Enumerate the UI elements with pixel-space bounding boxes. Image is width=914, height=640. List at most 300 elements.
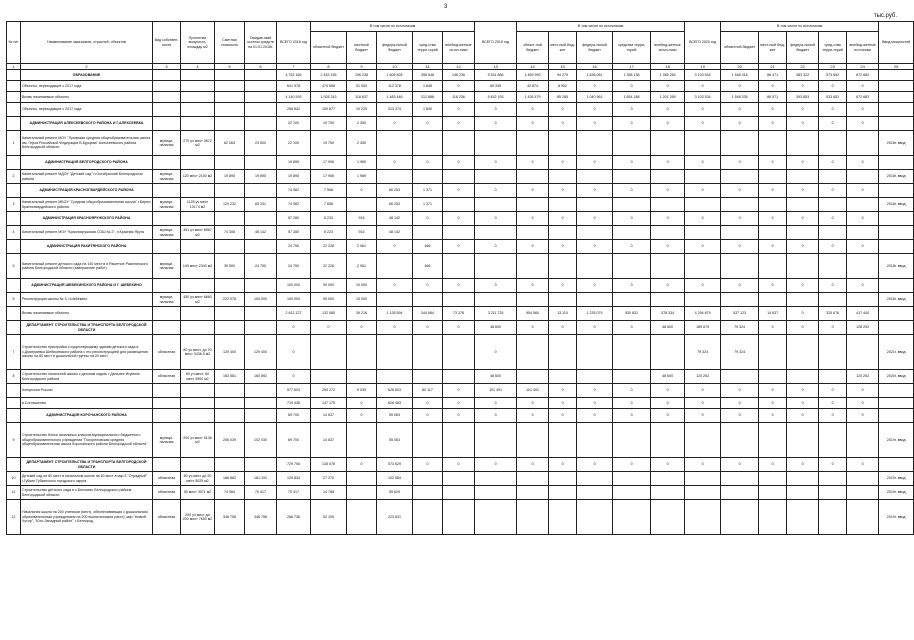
- row-number: [7, 409, 21, 423]
- value-cell: 0: [577, 81, 613, 92]
- capacity-cell: [181, 240, 215, 254]
- ownership-cell: [153, 384, 181, 398]
- group-header-2019: В том числе по источникам: [517, 22, 685, 32]
- value-cell: [721, 254, 759, 279]
- value-cell: 57 280: [277, 212, 311, 226]
- value-cell: 0: [651, 184, 685, 198]
- value-cell: 0: [721, 103, 759, 117]
- object-row: [7, 131, 914, 156]
- row-name: Строительство пристройки к существующему зданию детского сада в с.Дмитриевка Шебекинского района с его реконструкцией для размещения школы на 80 мест и дошкольной группы на 20 мест: [21, 335, 153, 370]
- value-cell: 0: [651, 117, 685, 131]
- commissioning-cell: 2018г. ввод: [879, 293, 914, 307]
- value-cell: [787, 472, 819, 486]
- commissioning-cell: 2019г. ввод: [879, 500, 914, 535]
- col-number: 24: [847, 64, 879, 70]
- estimated-cost-cell: [215, 156, 245, 170]
- ownership-cell: [153, 307, 181, 321]
- value-cell: 1 840: [413, 103, 443, 117]
- value-cell: 109 877: [311, 103, 347, 117]
- value-cell: 147 175: [311, 398, 347, 409]
- value-cell: 266 736: [277, 500, 311, 535]
- estimated-cost-cell: [215, 81, 245, 92]
- value-cell: [443, 472, 475, 486]
- value-cell: 0: [549, 184, 577, 198]
- value-cell: 0: [759, 398, 787, 409]
- value-cell: 0: [377, 117, 413, 131]
- value-cell: 0: [517, 240, 549, 254]
- value-cell: 0: [577, 240, 613, 254]
- value-cell: [613, 472, 651, 486]
- value-cell: 0: [475, 156, 517, 170]
- investment-table: [6, 21, 914, 535]
- value-cell: 0: [549, 279, 577, 293]
- value-cell: 0: [819, 103, 847, 117]
- value-cell: [759, 254, 787, 279]
- capacity-cell: 1125 уч.мест 10174 м2: [181, 198, 215, 212]
- value-cell: 641 578: [277, 81, 311, 92]
- value-cell: 0: [413, 117, 443, 131]
- value-cell: [613, 170, 651, 184]
- value-cell: [847, 500, 879, 535]
- value-cell: 573 629: [377, 458, 413, 472]
- value-cell: 52 105: [311, 500, 347, 535]
- col-header: област-ной бюджет: [517, 32, 549, 64]
- row-number: 5: [7, 254, 21, 279]
- group-header-2020: В том числе по источникам: [721, 22, 879, 32]
- ownership-cell: муници-пальная: [153, 131, 181, 156]
- col-number: 21: [759, 64, 787, 70]
- ownership-cell: муници-пальная: [153, 254, 181, 279]
- value-cell: 3 211 725: [475, 307, 517, 321]
- row-name: Вновь начинаемые объекты: [21, 307, 153, 321]
- remainder-cell: [245, 156, 277, 170]
- value-cell: 0: [347, 321, 377, 335]
- value-cell: 474 558: [311, 81, 347, 92]
- value-cell: 118 637: [347, 92, 377, 103]
- col-number: 17: [613, 64, 651, 70]
- value-cell: 0: [577, 384, 613, 398]
- value-cell: 0: [721, 240, 759, 254]
- col-number: 20: [721, 64, 759, 70]
- section-row: [7, 409, 914, 423]
- commissioning-cell: [879, 103, 914, 117]
- ownership-cell: областная: [153, 486, 181, 500]
- value-cell: [651, 472, 685, 486]
- remainder-cell: 70 417: [245, 486, 277, 500]
- row-number: [7, 458, 21, 472]
- value-cell: 393 853: [787, 92, 819, 103]
- value-cell: [577, 472, 613, 486]
- value-cell: 0: [549, 240, 577, 254]
- value-cell: 0: [651, 409, 685, 423]
- estimated-cost-cell: 35 500: [215, 254, 245, 279]
- value-cell: 0: [759, 156, 787, 170]
- value-cell: [819, 423, 847, 458]
- value-cell: [721, 423, 759, 458]
- value-cell: [685, 486, 721, 500]
- value-cell: [443, 500, 475, 535]
- value-cell: 112 378: [377, 81, 413, 92]
- value-cell: 1 128 594: [377, 307, 413, 321]
- estimated-cost-cell: 129 400: [215, 335, 245, 370]
- ownership-cell: [153, 409, 181, 423]
- value-cell: [721, 131, 759, 156]
- value-cell: 0: [787, 81, 819, 92]
- value-cell: [721, 293, 759, 307]
- commissioning-cell: [879, 409, 914, 423]
- commissioning-cell: 2019г. ввод: [879, 423, 914, 458]
- value-cell: 69 700: [277, 423, 311, 458]
- value-cell: 0: [685, 279, 721, 293]
- col-number: 3: [153, 64, 181, 70]
- row-name: АДМИНИСТРАЦИЯ БЕЛГОРОДСКОГО РАЙОНА: [21, 156, 153, 170]
- ownership-cell: [153, 398, 181, 409]
- value-cell: 0: [443, 409, 475, 423]
- value-cell: 0: [577, 184, 613, 198]
- value-cell: 79 324: [685, 335, 721, 370]
- row-number: 1: [7, 131, 21, 156]
- value-cell: 0: [475, 212, 517, 226]
- value-cell: [847, 131, 879, 156]
- value-cell: 5 233: [311, 212, 347, 226]
- value-cell: 22 228: [311, 240, 347, 254]
- col-header: ВСЕГО 2019 год: [475, 22, 517, 64]
- value-cell: 101 491: [475, 384, 517, 398]
- value-cell: [549, 226, 577, 240]
- value-cell: 102 564: [377, 472, 413, 486]
- commissioning-cell: 2018г. ввод: [879, 254, 914, 279]
- value-cell: [475, 293, 517, 307]
- col-number: 2: [21, 64, 153, 70]
- capacity-cell: [181, 279, 215, 293]
- value-cell: [787, 423, 819, 458]
- value-cell: [759, 423, 787, 458]
- row-number: [7, 70, 21, 81]
- value-cell: [819, 370, 847, 384]
- capacity-cell: [181, 409, 215, 423]
- col-number: 4: [181, 64, 215, 70]
- group-header-2018: В том числе по источникам: [311, 22, 475, 32]
- value-cell: 0: [847, 279, 879, 293]
- object-row: [7, 370, 914, 384]
- estimated-cost-cell: 62 063: [215, 131, 245, 156]
- value-cell: 0: [651, 279, 685, 293]
- estimated-cost-cell: [215, 92, 245, 103]
- estimated-cost-cell: [215, 458, 245, 472]
- value-cell: 0: [549, 103, 577, 117]
- value-cell: 146 236: [443, 70, 475, 81]
- col-number: 18: [651, 64, 685, 70]
- value-cell: [721, 226, 759, 240]
- value-cell: 0: [517, 212, 549, 226]
- value-cell: 0: [443, 398, 475, 409]
- row-name: АДМИНИСТРАЦИЯ КРАСНОГВАРДЕЙСКОГО РАЙОНА: [21, 184, 153, 198]
- value-cell: 7 566: [311, 184, 347, 198]
- value-cell: 0: [347, 398, 377, 409]
- value-cell: [847, 198, 879, 212]
- capacity-cell: 200 уч.мест 5136 м2: [181, 423, 215, 458]
- value-cell: 0: [347, 458, 377, 472]
- value-cell: [651, 486, 685, 500]
- commissioning-cell: 2020г. ввод: [879, 370, 914, 384]
- value-cell: 42 874: [517, 81, 549, 92]
- row-number: [7, 279, 21, 293]
- col-header: областной бюджет: [311, 32, 347, 64]
- object-row: [7, 170, 914, 184]
- remainder-cell: 160 892: [245, 370, 277, 384]
- value-cell: 0: [613, 81, 651, 92]
- capacity-cell: 80 уч.мест, до 20 мест 3436,5 м2: [181, 335, 215, 370]
- row-name: АДМИНИСТРАЦИЯ РАКИТЯНСКОГО РАЙОНА: [21, 240, 153, 254]
- value-cell: 22 100: [277, 131, 311, 156]
- value-cell: 0: [517, 279, 549, 293]
- row-number: 6: [7, 293, 21, 307]
- value-cell: [549, 170, 577, 184]
- summary-row: [7, 81, 914, 92]
- value-cell: 66 253: [377, 198, 413, 212]
- value-cell: 0: [613, 409, 651, 423]
- value-cell: 0: [819, 384, 847, 398]
- value-cell: 0: [787, 156, 819, 170]
- commissioning-cell: [879, 398, 914, 409]
- remainder-cell: [245, 81, 277, 92]
- value-cell: 17 906: [311, 170, 347, 184]
- value-cell: [787, 170, 819, 184]
- value-cell: 0: [819, 212, 847, 226]
- value-cell: [443, 370, 475, 384]
- value-cell: 1 040 961: [577, 92, 613, 103]
- object-row: [7, 198, 914, 212]
- value-cell: [517, 335, 549, 370]
- value-cell: 325 676: [819, 307, 847, 321]
- remainder-cell: 48 142: [245, 226, 277, 240]
- row-name: АДМИНИСТРАЦИЯ ШЕБЕКИНСКОГО РАЙОНА И Г. ШЕБЕКИНО: [21, 279, 153, 293]
- commissioning-cell: [879, 92, 914, 103]
- estimated-cost-cell: 346 756: [215, 500, 245, 535]
- row-number: [7, 240, 21, 254]
- value-cell: 3 103 534: [685, 92, 721, 103]
- value-cell: 0: [443, 156, 475, 170]
- value-cell: 14 637: [311, 409, 347, 423]
- value-cell: 1 371: [413, 198, 443, 212]
- value-cell: 0: [651, 384, 685, 398]
- estimated-cost-cell: 206 039: [215, 423, 245, 458]
- row-number: 11: [7, 486, 21, 500]
- value-cell: 74 982: [277, 198, 311, 212]
- col-header: Наименование заказчиков, отраслей, объектов: [21, 22, 153, 64]
- section-row: [7, 240, 914, 254]
- col-number: 19: [685, 64, 721, 70]
- row-number: [7, 103, 21, 117]
- value-cell: [443, 293, 475, 307]
- value-cell: [759, 131, 787, 156]
- row-name: в Соглашения: [21, 398, 153, 409]
- summary-row: [7, 92, 914, 103]
- value-cell: 0: [787, 307, 819, 321]
- estimated-cost-cell: [215, 240, 245, 254]
- ownership-cell: [153, 321, 181, 335]
- value-cell: 0: [475, 279, 517, 293]
- value-cell: 55 063: [377, 423, 413, 458]
- row-number: [7, 92, 21, 103]
- value-cell: 2 613 127: [277, 307, 311, 321]
- value-cell: 0: [613, 117, 651, 131]
- value-cell: 79 324: [721, 321, 759, 335]
- row-number: [7, 398, 21, 409]
- value-cell: [377, 335, 413, 370]
- capacity-cell: [181, 103, 215, 117]
- capacity-cell: 140 мест 2340 м2: [181, 254, 215, 279]
- row-name: ДЕПАРТАМЕНТ СТРОИТЕЛЬСТВА И ТРАНСПОРТА БЕЛГОРОДСКОЙ ОБЛАСТИ: [21, 458, 153, 472]
- value-cell: 0: [685, 156, 721, 170]
- row-number: 8: [7, 370, 21, 384]
- remainder-cell: 346 756: [245, 500, 277, 535]
- value-cell: 378 334: [651, 307, 685, 321]
- value-cell: [787, 293, 819, 307]
- value-cell: [759, 226, 787, 240]
- value-cell: [759, 472, 787, 486]
- capacity-cell: [181, 81, 215, 92]
- value-cell: 915: [347, 226, 377, 240]
- row-name: Капитальный ремонт МОУ "Луговская средняя общеобразовательная школа им. Героя Российской Федерации В.Бурцева" Алексеевского района Белгородской области: [21, 131, 153, 156]
- value-cell: 0: [819, 409, 847, 423]
- value-cell: 55 629: [377, 486, 413, 500]
- value-cell: 48 600: [475, 370, 517, 384]
- capacity-cell: [181, 398, 215, 409]
- value-cell: 0: [549, 321, 577, 335]
- col-header: Проектная мощность, площадь м2: [181, 22, 215, 64]
- value-cell: 1 636 061: [577, 70, 613, 81]
- value-cell: [787, 131, 819, 156]
- col-number: 8: [311, 64, 347, 70]
- commissioning-cell: [879, 384, 914, 398]
- value-cell: 0: [443, 103, 475, 117]
- value-cell: 0: [759, 409, 787, 423]
- value-cell: [475, 423, 517, 458]
- ownership-cell: [153, 279, 181, 293]
- value-cell: 0: [613, 398, 651, 409]
- ownership-cell: областная: [153, 335, 181, 370]
- summary-row: [7, 307, 914, 321]
- ownership-cell: муници-пальная: [153, 293, 181, 307]
- value-cell: [787, 198, 819, 212]
- section-row: [7, 279, 914, 293]
- value-cell: 7 658: [311, 198, 347, 212]
- value-cell: 189 679: [685, 321, 721, 335]
- col-number: 9: [347, 64, 377, 70]
- row-name: Строительство блока начальных классов муниципального бюджетного общеобразовательного учреждения "Погореловская средняя общеобразовательная школа Корочанского района Белгородской области": [21, 423, 153, 458]
- capacity-cell: [181, 92, 215, 103]
- estimated-cost-cell: [215, 321, 245, 335]
- value-cell: [819, 472, 847, 486]
- value-cell: 0: [277, 335, 311, 370]
- value-cell: 0: [517, 398, 549, 409]
- value-cell: [819, 198, 847, 212]
- value-cell: 0: [577, 117, 613, 131]
- value-cell: 0: [787, 117, 819, 131]
- value-cell: 0: [651, 212, 685, 226]
- col-header: мест-ный бюд-жет: [759, 32, 787, 64]
- value-cell: 10 000: [347, 279, 377, 293]
- value-cell: 0: [413, 321, 443, 335]
- page-number: 3: [444, 4, 448, 10]
- value-cell: [413, 170, 443, 184]
- remainder-cell: [245, 240, 277, 254]
- value-cell: 672 682: [847, 92, 879, 103]
- value-cell: [651, 423, 685, 458]
- value-cell: [443, 226, 475, 240]
- value-cell: [413, 423, 443, 458]
- value-cell: 0: [787, 279, 819, 293]
- value-cell: 4 140 593: [277, 92, 311, 103]
- col-header: федера-льный бюджет: [377, 32, 413, 64]
- ownership-cell: [153, 70, 181, 81]
- value-cell: 0: [721, 117, 759, 131]
- value-cell: 0: [413, 156, 443, 170]
- value-cell: [787, 335, 819, 370]
- value-cell: [577, 131, 613, 156]
- value-cell: 0: [613, 240, 651, 254]
- value-cell: 80 117: [413, 384, 443, 398]
- col-number: 6: [245, 64, 277, 70]
- value-cell: 0: [517, 156, 549, 170]
- value-cell: 0: [847, 103, 879, 117]
- col-header: Сметная стоимость: [215, 22, 245, 64]
- capacity-cell: [181, 184, 215, 198]
- value-cell: [685, 226, 721, 240]
- commissioning-cell: [879, 184, 914, 198]
- value-cell: 0: [651, 81, 685, 92]
- summary-row: [7, 103, 914, 117]
- value-cell: 86 471: [759, 70, 787, 81]
- value-cell: 628 483: [377, 398, 413, 409]
- value-cell: [549, 500, 577, 535]
- value-cell: 0: [443, 184, 475, 198]
- value-cell: [517, 198, 549, 212]
- value-cell: 0: [517, 409, 549, 423]
- summary-row: [7, 384, 914, 398]
- ownership-cell: муници-пальная: [153, 170, 181, 184]
- value-cell: 1 358 138: [613, 70, 651, 81]
- value-cell: 0: [721, 81, 759, 92]
- value-cell: 0: [685, 398, 721, 409]
- value-cell: [577, 293, 613, 307]
- remainder-cell: 24 750: [245, 254, 277, 279]
- col-number: 16: [577, 64, 613, 70]
- value-cell: 14 637: [311, 423, 347, 458]
- commissioning-cell: [879, 212, 914, 226]
- value-cell: 0: [787, 184, 819, 198]
- value-cell: 0: [847, 212, 879, 226]
- value-cell: [377, 370, 413, 384]
- value-cell: 48 600: [651, 370, 685, 384]
- value-cell: [443, 254, 475, 279]
- row-name: Начальная школа на 200 учеников (мест), обеспечивающая с дошкольным образовательным учреждением на 200 воспитанников (мест), мкр."Новый Хутор", "Юго-Западный район", г.Белгород: [21, 500, 153, 535]
- capacity-cell: 451 уч.мест 6567 м2: [181, 226, 215, 240]
- value-cell: 0: [685, 384, 721, 398]
- ownership-cell: муници-пальная: [153, 198, 181, 212]
- estimated-cost-cell: [215, 103, 245, 117]
- value-cell: [759, 486, 787, 500]
- row-name: Капитальный ремонт МОУ "Краснояружская СОШ № 2", п.Красная Яруга: [21, 226, 153, 240]
- value-cell: [613, 293, 651, 307]
- value-cell: 0: [277, 370, 311, 384]
- value-cell: 10 000: [347, 293, 377, 307]
- value-cell: 0: [819, 156, 847, 170]
- row-number: 4: [7, 226, 21, 240]
- value-cell: [577, 198, 613, 212]
- value-cell: 129 834: [277, 472, 311, 486]
